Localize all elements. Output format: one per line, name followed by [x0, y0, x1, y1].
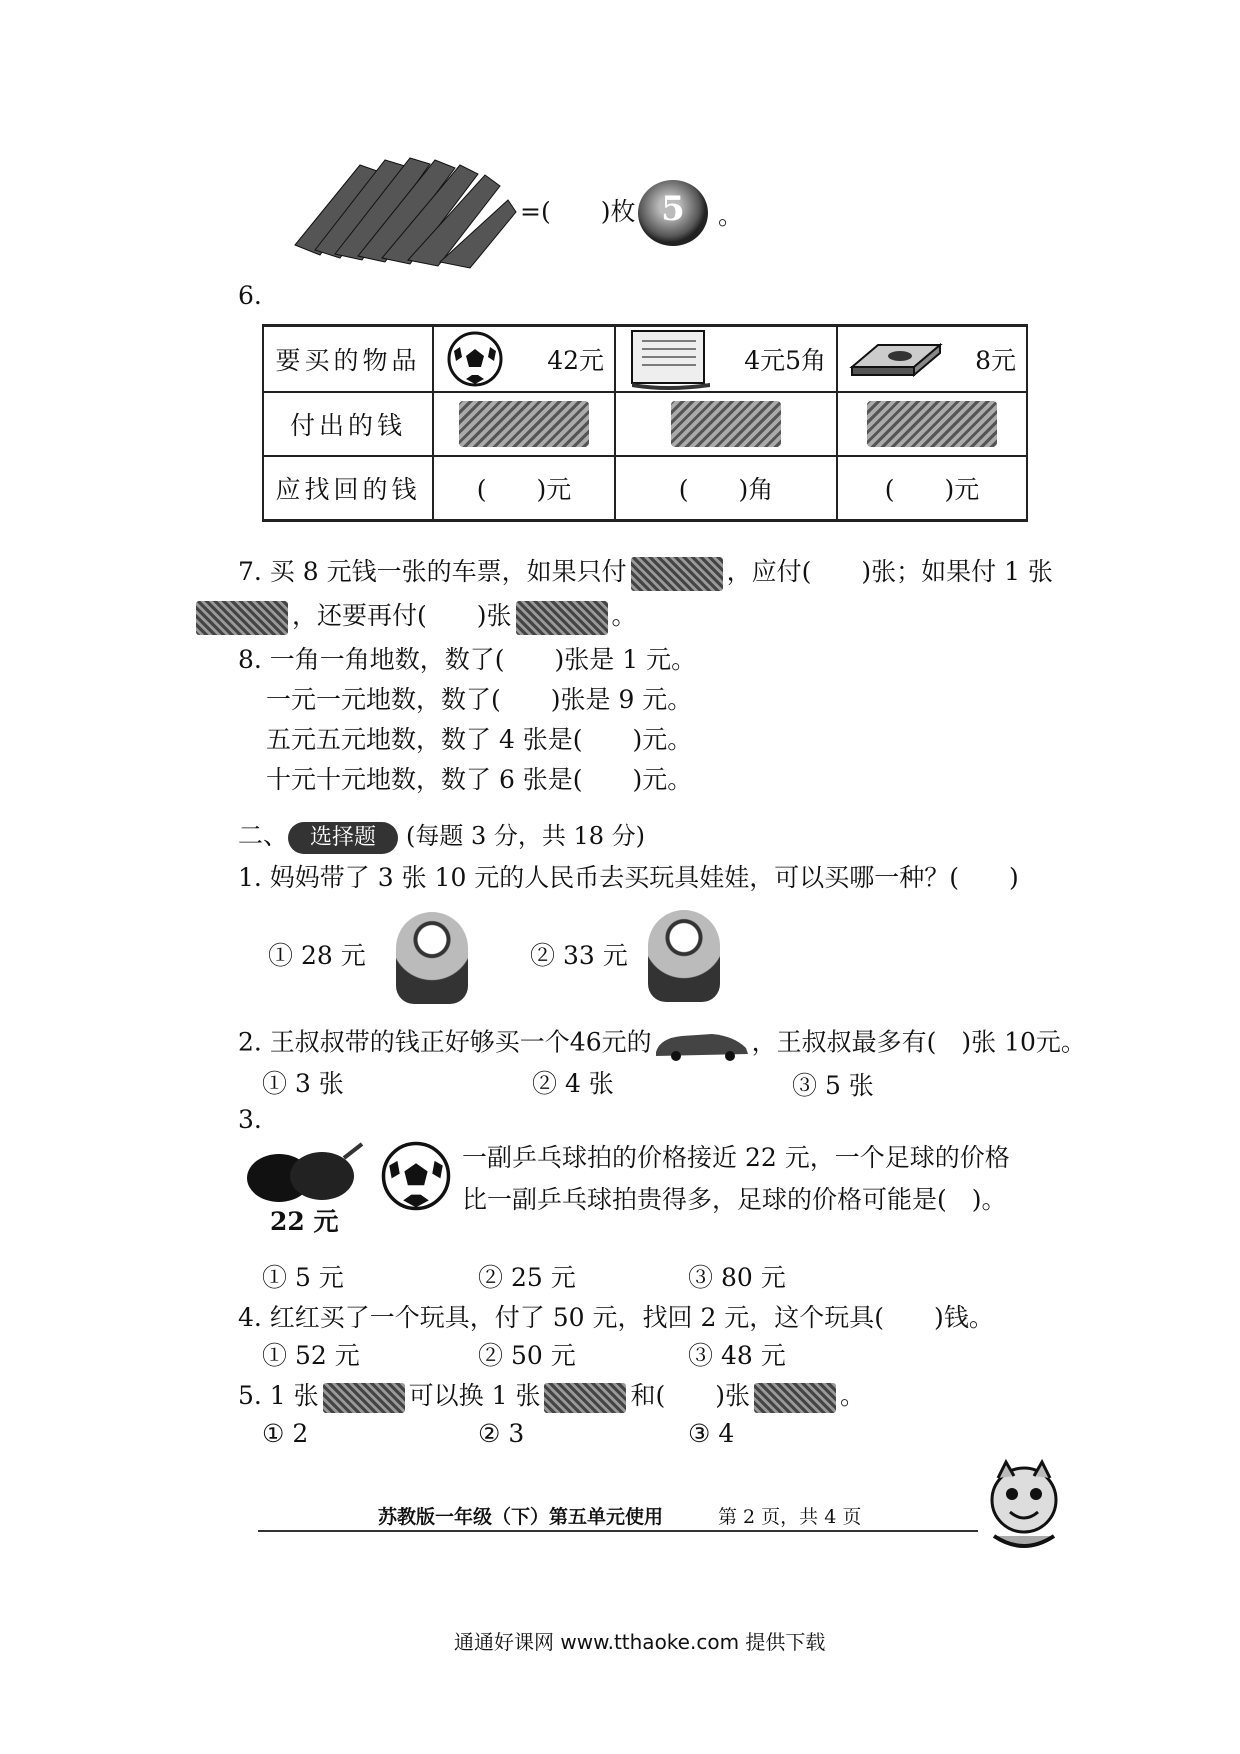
table-row	[263, 456, 1027, 521]
pay-book	[615, 392, 837, 456]
pay-soccer	[433, 392, 615, 456]
c2-option-3[interactable]: ③ 5 张	[792, 1071, 874, 1100]
c5-option-1[interactable]: ① 2	[262, 1419, 309, 1448]
book-icon	[626, 327, 716, 391]
price-pencil-case: 8元	[975, 346, 1016, 375]
q7-text-b: ，应付( )张；如果付 1 张	[726, 557, 1053, 586]
c1-option-2[interactable]: ② 33 元	[530, 941, 628, 970]
c2-option-2[interactable]: ② 4 张	[532, 1069, 614, 1098]
banknote-icon	[323, 1383, 405, 1413]
buy-label: 要买的物品	[263, 326, 433, 393]
c1-option-1[interactable]: ① 28 元	[268, 941, 366, 970]
doll-2-icon	[648, 910, 720, 1002]
c4-option-1[interactable]: ① 52 元	[262, 1341, 360, 1370]
c5-text-a: 5. 1 张	[238, 1381, 319, 1410]
item-pencil-case	[837, 326, 1027, 393]
c4-option-2[interactable]: ② 50 元	[478, 1341, 576, 1370]
table-row	[263, 326, 1027, 393]
c3-option-3[interactable]: ③ 80 元	[688, 1263, 786, 1292]
pay-label: 付出的钱	[263, 392, 433, 456]
coin-5-label: 5	[661, 189, 685, 229]
banknote-icon	[196, 601, 288, 635]
racket-price: 22 元	[270, 1207, 339, 1236]
ping-pong-racket-icon	[244, 1140, 364, 1210]
change-label: 应找回的钱	[263, 456, 433, 521]
pay-pencil-case	[837, 392, 1027, 456]
banknote-icon	[516, 601, 608, 635]
c4-question: 4. 红红买了一个玩具，付了 50 元，找回 2 元，这个玩具( )钱。	[238, 1303, 994, 1332]
soccer-ball-icon	[380, 1140, 452, 1212]
c5-option-3[interactable]: ③ 4	[688, 1419, 735, 1448]
q8-line-4: 十元十元地数，数了 6 张是( )元。	[266, 765, 693, 794]
q7-text-c: ，还要再付( )张	[292, 601, 512, 630]
q6-number: 6.	[238, 281, 262, 310]
q7-text-a: 7. 买 8 元钱一张的车票，如果只付	[238, 557, 627, 586]
banknote-10-icon	[867, 401, 997, 447]
q7-line1	[238, 556, 1053, 591]
doll-1-icon	[396, 912, 468, 1004]
c3-option-1[interactable]: ① 5 元	[262, 1263, 344, 1292]
notes-fan-icon	[290, 150, 520, 270]
c5-text-c: 和( )张	[630, 1381, 750, 1410]
section2-prefix: 二、	[238, 821, 289, 850]
c3-line-2: 比一副乒乓球拍贵得多，足球的价格可能是( )。	[462, 1185, 1007, 1214]
c5-option-2[interactable]: ② 3	[478, 1419, 525, 1448]
mascot-icon	[984, 1456, 1064, 1552]
price-soccer: 42元	[547, 346, 604, 375]
item-soccer	[433, 326, 615, 393]
q5-equation	[520, 196, 635, 228]
c4-option-3[interactable]: ③ 48 元	[688, 1341, 786, 1370]
c5-text-b: 可以换 1 张	[408, 1381, 541, 1410]
footer-page: 第 2 页，共 4 页	[718, 1506, 862, 1528]
mascot-image	[984, 1456, 1064, 1556]
pencil-case-icon	[848, 337, 944, 381]
toy-car-icon	[652, 1026, 752, 1062]
q8-line-3: 五元五元地数，数了 4 张是( )元。	[266, 725, 693, 754]
q5-end: 。	[718, 201, 744, 230]
c3-number: 3.	[238, 1105, 262, 1134]
change-book[interactable]: ( )角	[615, 456, 837, 521]
banknote-icon	[754, 1383, 836, 1413]
q6-table	[262, 324, 1028, 522]
banknote-5-icon	[671, 401, 781, 447]
c5-text-d: 。	[839, 1381, 865, 1410]
soccer-ball-icon	[444, 331, 506, 387]
c2-option-1[interactable]: ① 3 张	[262, 1069, 344, 1098]
c2-text-a: 2. 王叔叔带的钱正好够买一个46元的	[238, 1027, 652, 1057]
c3-line-1: 一副乒乓球拍的价格接近 22 元，一个足球的价格	[462, 1143, 1010, 1172]
q7-text-d: 。	[611, 601, 637, 630]
q7-line2	[192, 600, 637, 635]
soccer-ball-image	[380, 1140, 452, 1216]
q5-eq-text: =( )枚	[520, 197, 636, 226]
footer-edition: 苏教版一年级（下）第五单元使用	[378, 1506, 664, 1528]
c3-option-2[interactable]: ② 25 元	[478, 1263, 576, 1292]
change-soccer[interactable]: ( )元	[433, 456, 615, 521]
banknote-icon	[631, 557, 723, 591]
download-note: 通通好课网 www.tthaoke.com 提供下载	[454, 1630, 826, 1654]
banknote-50-icon	[459, 401, 589, 447]
price-book: 4元5角	[744, 346, 826, 375]
footer-divider	[258, 1530, 978, 1532]
coin-5-icon	[638, 180, 708, 246]
c2-question	[238, 1026, 1086, 1062]
section2-header	[238, 820, 645, 854]
section2-title: 选择题	[288, 822, 398, 854]
c1-question: 1. 妈妈带了 3 张 10 元的人民币去买玩具娃娃，可以买哪一种？( )	[238, 863, 1019, 892]
section2-note: (每题 3 分，共 18 分)	[405, 822, 646, 850]
c2-text-b: ，王叔叔最多有( )张 10元。	[751, 1027, 1086, 1057]
q8-line-1: 8. 一角一角地数，数了( )张是 1 元。	[238, 645, 697, 674]
item-book	[615, 326, 837, 393]
q8-line-2: 一元一元地数，数了( )张是 9 元。	[266, 685, 693, 714]
c5-question	[238, 1380, 865, 1413]
change-pencil-case[interactable]: ( )元	[837, 456, 1027, 521]
banknote-icon	[544, 1383, 626, 1413]
racket-image	[244, 1140, 364, 1214]
money-fan-image	[290, 150, 520, 270]
table-row	[263, 392, 1027, 456]
